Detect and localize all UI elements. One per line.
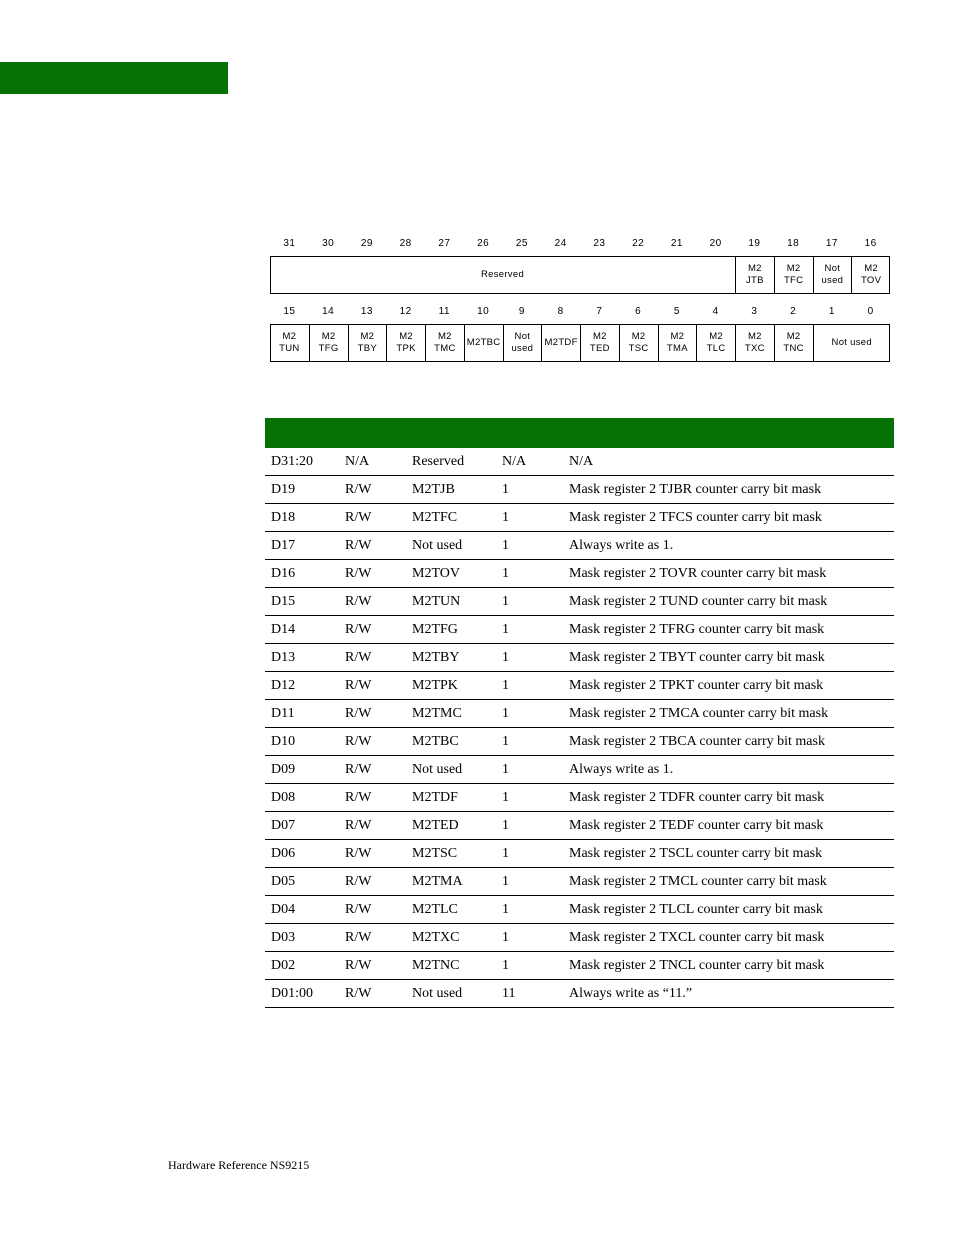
table-cell: D31:20 bbox=[265, 448, 345, 476]
table-cell: D03 bbox=[265, 924, 345, 952]
table-row bbox=[265, 560, 894, 588]
table-row bbox=[265, 448, 894, 476]
table-cell: Mask register 2 TJBR counter carry bit mask bbox=[569, 476, 894, 504]
table-cell: Always write as 1. bbox=[569, 756, 894, 784]
table-cell: R/W bbox=[345, 924, 412, 952]
register-diagram-lower bbox=[270, 306, 890, 362]
table-cell: M2TOV bbox=[412, 560, 502, 588]
table-cell: R/W bbox=[345, 980, 412, 1008]
bit-field-cell: M2 TMA bbox=[658, 325, 697, 361]
table-cell: R/W bbox=[345, 588, 412, 616]
bit-field-cell: M2 JTB bbox=[735, 257, 774, 293]
bit-number: 7 bbox=[596, 306, 603, 317]
bit-number: 20 bbox=[709, 238, 722, 249]
table-row bbox=[265, 644, 894, 672]
table-row bbox=[265, 924, 894, 952]
field-table bbox=[265, 448, 894, 1008]
bit-field-cell: M2 TFC bbox=[774, 257, 813, 293]
bit-field-row bbox=[270, 324, 890, 362]
table-cell: 1 bbox=[502, 868, 569, 896]
table-cell: Not used bbox=[412, 532, 502, 560]
table-cell: R/W bbox=[345, 812, 412, 840]
bit-number: 27 bbox=[438, 238, 451, 249]
register-diagram-upper bbox=[270, 238, 890, 294]
bit-field-row bbox=[270, 256, 890, 294]
table-cell: Mask register 2 TLCL counter carry bit mask bbox=[569, 896, 894, 924]
bit-field-cell: Not used bbox=[813, 257, 852, 293]
table-cell: M2TBC bbox=[412, 728, 502, 756]
bit-number: 25 bbox=[515, 238, 528, 249]
table-cell: M2TLC bbox=[412, 896, 502, 924]
table-cell: R/W bbox=[345, 868, 412, 896]
bit-number: 22 bbox=[632, 238, 645, 249]
table-cell: R/W bbox=[345, 560, 412, 588]
table-cell: R/W bbox=[345, 728, 412, 756]
table-cell: 1 bbox=[502, 700, 569, 728]
bit-number: 10 bbox=[477, 306, 490, 317]
bit-field-cell: M2 TSC bbox=[619, 325, 658, 361]
table-cell: D10 bbox=[265, 728, 345, 756]
bit-number: 13 bbox=[360, 306, 373, 317]
table-cell: 1 bbox=[502, 476, 569, 504]
table-cell: R/W bbox=[345, 672, 412, 700]
table-cell: 1 bbox=[502, 616, 569, 644]
table-cell: 1 bbox=[502, 532, 569, 560]
page-footer: Hardware Reference NS9215 bbox=[168, 1158, 310, 1172]
table-cell: Mask register 2 TSCL counter carry bit mask bbox=[569, 840, 894, 868]
bit-number: 31 bbox=[283, 238, 296, 249]
bit-number: 24 bbox=[554, 238, 567, 249]
table-cell: D13 bbox=[265, 644, 345, 672]
bit-number: 29 bbox=[360, 238, 373, 249]
table-row bbox=[265, 672, 894, 700]
table-cell: Mask register 2 TFRG counter carry bit mask bbox=[569, 616, 894, 644]
table-cell: Mask register 2 TOVR counter carry bit mask bbox=[569, 560, 894, 588]
table-cell: Mask register 2 TMCL counter carry bit mask bbox=[569, 868, 894, 896]
table-cell: Not used bbox=[412, 756, 502, 784]
table-cell: 1 bbox=[502, 924, 569, 952]
table-cell: 1 bbox=[502, 560, 569, 588]
bit-number: 15 bbox=[283, 306, 296, 317]
table-cell: R/W bbox=[345, 532, 412, 560]
table-cell: D02 bbox=[265, 952, 345, 980]
section-tab-bar bbox=[0, 62, 228, 94]
bit-field-cell: M2 TUN bbox=[279, 331, 300, 354]
table-cell: M2TDF bbox=[412, 784, 502, 812]
bit-number: 18 bbox=[787, 238, 800, 249]
bit-number: 9 bbox=[518, 306, 525, 317]
table-cell: D15 bbox=[265, 588, 345, 616]
table-cell: 1 bbox=[502, 728, 569, 756]
table-cell: R/W bbox=[345, 616, 412, 644]
bit-field-cell: M2 TED bbox=[580, 325, 619, 361]
table-cell: Reserved bbox=[412, 448, 502, 476]
bit-number: 14 bbox=[322, 306, 335, 317]
table-cell: M2TNC bbox=[412, 952, 502, 980]
table-cell: M2TED bbox=[412, 812, 502, 840]
bit-field-cell: M2 TFG bbox=[309, 325, 348, 361]
bit-number: 12 bbox=[399, 306, 412, 317]
table-row bbox=[265, 532, 894, 560]
table-row bbox=[265, 868, 894, 896]
table-cell: D18 bbox=[265, 504, 345, 532]
table-cell: D11 bbox=[265, 700, 345, 728]
bit-number: 8 bbox=[557, 306, 564, 317]
bit-number: 19 bbox=[748, 238, 761, 249]
table-cell: Mask register 2 TMCA counter carry bit mask bbox=[569, 700, 894, 728]
table-cell: R/W bbox=[345, 756, 412, 784]
bit-field-cell: M2 TNC bbox=[774, 325, 813, 361]
bit-number-row bbox=[270, 306, 890, 324]
table-cell: D14 bbox=[265, 616, 345, 644]
table-cell: M2TXC bbox=[412, 924, 502, 952]
table-cell: D04 bbox=[265, 896, 345, 924]
table-cell: Mask register 2 TUND counter carry bit mask bbox=[569, 588, 894, 616]
bit-number: 28 bbox=[399, 238, 412, 249]
table-cell: 1 bbox=[502, 504, 569, 532]
bit-number: 6 bbox=[635, 306, 642, 317]
table-cell: D05 bbox=[265, 868, 345, 896]
table-cell: M2TUN bbox=[412, 588, 502, 616]
table-cell: 1 bbox=[502, 672, 569, 700]
table-cell: 1 bbox=[502, 840, 569, 868]
table-row bbox=[265, 840, 894, 868]
bit-field-cell: M2 TPK bbox=[386, 325, 425, 361]
table-cell: 1 bbox=[502, 784, 569, 812]
table-row bbox=[265, 588, 894, 616]
bit-number: 26 bbox=[477, 238, 490, 249]
table-row bbox=[265, 812, 894, 840]
bit-field-cell: M2TBC bbox=[464, 325, 503, 361]
bit-number: 23 bbox=[593, 238, 606, 249]
table-cell: R/W bbox=[345, 840, 412, 868]
bit-number: 2 bbox=[790, 306, 797, 317]
table-row bbox=[265, 728, 894, 756]
table-row bbox=[265, 476, 894, 504]
table-cell: Mask register 2 TBYT counter carry bit mask bbox=[569, 644, 894, 672]
bit-field-cell: Reserved bbox=[480, 269, 525, 280]
table-cell: M2TPK bbox=[412, 672, 502, 700]
table-cell: N/A bbox=[502, 448, 569, 476]
table-cell: D12 bbox=[265, 672, 345, 700]
table-row bbox=[265, 756, 894, 784]
bit-field-cell: M2 TBY bbox=[348, 325, 387, 361]
table-row bbox=[265, 980, 894, 1008]
table-cell: R/W bbox=[345, 504, 412, 532]
bit-number: 0 bbox=[867, 306, 874, 317]
table-cell: D19 bbox=[265, 476, 345, 504]
table-cell: R/W bbox=[345, 784, 412, 812]
bit-field-cell: Not used bbox=[503, 325, 542, 361]
table-header-bar bbox=[265, 418, 894, 448]
table-cell: 1 bbox=[502, 588, 569, 616]
bit-number: 21 bbox=[670, 238, 683, 249]
table-row bbox=[265, 616, 894, 644]
bit-field-cell: M2TDF bbox=[541, 325, 580, 361]
bit-field-cell: M2 TOV bbox=[851, 257, 890, 293]
table-cell: 1 bbox=[502, 644, 569, 672]
table-cell: M2TFC bbox=[412, 504, 502, 532]
table-cell: D17 bbox=[265, 532, 345, 560]
table-cell: M2TSC bbox=[412, 840, 502, 868]
table-cell: M2TMA bbox=[412, 868, 502, 896]
table-cell: Not used bbox=[412, 980, 502, 1008]
table-cell: Mask register 2 TXCL counter carry bit mask bbox=[569, 924, 894, 952]
bit-number-row bbox=[270, 238, 890, 256]
table-cell: D08 bbox=[265, 784, 345, 812]
register-field-table bbox=[265, 418, 894, 1008]
table-cell: M2TFG bbox=[412, 616, 502, 644]
bit-number: 16 bbox=[864, 238, 877, 249]
bit-number: 11 bbox=[438, 306, 451, 317]
bit-number: 17 bbox=[825, 238, 838, 249]
table-row bbox=[265, 504, 894, 532]
table-cell: 1 bbox=[502, 952, 569, 980]
bit-field-cell: M2 TLC bbox=[696, 325, 735, 361]
table-cell: N/A bbox=[569, 448, 894, 476]
table-cell: Mask register 2 TDFR counter carry bit mask bbox=[569, 784, 894, 812]
bit-number: 3 bbox=[751, 306, 758, 317]
table-cell: Always write as “11.” bbox=[569, 980, 894, 1008]
table-cell: R/W bbox=[345, 896, 412, 924]
table-cell: Mask register 2 TFCS counter carry bit mask bbox=[569, 504, 894, 532]
table-row bbox=[265, 896, 894, 924]
table-cell: 11 bbox=[502, 980, 569, 1008]
table-row bbox=[265, 700, 894, 728]
table-cell: 1 bbox=[502, 896, 569, 924]
table-cell: Mask register 2 TNCL counter carry bit mask bbox=[569, 952, 894, 980]
table-cell: 1 bbox=[502, 756, 569, 784]
table-cell: Mask register 2 TBCA counter carry bit mask bbox=[569, 728, 894, 756]
bit-number: 4 bbox=[712, 306, 719, 317]
table-cell: M2TMC bbox=[412, 700, 502, 728]
bit-field-cell: M2 TMC bbox=[425, 325, 464, 361]
table-cell: N/A bbox=[345, 448, 412, 476]
table-cell: 1 bbox=[502, 812, 569, 840]
table-cell: R/W bbox=[345, 700, 412, 728]
table-cell: R/W bbox=[345, 476, 412, 504]
table-cell: R/W bbox=[345, 952, 412, 980]
table-cell: R/W bbox=[345, 644, 412, 672]
bit-field-cell: Not used bbox=[813, 325, 891, 361]
table-cell: Mask register 2 TEDF counter carry bit mask bbox=[569, 812, 894, 840]
bit-field-cell: M2 TXC bbox=[735, 325, 774, 361]
bit-number: 5 bbox=[673, 306, 680, 317]
table-cell: D06 bbox=[265, 840, 345, 868]
table-cell: M2TBY bbox=[412, 644, 502, 672]
bit-number: 30 bbox=[322, 238, 335, 249]
table-row bbox=[265, 784, 894, 812]
table-cell: D01:00 bbox=[265, 980, 345, 1008]
table-row bbox=[265, 952, 894, 980]
table-cell: D16 bbox=[265, 560, 345, 588]
table-cell: Always write as 1. bbox=[569, 532, 894, 560]
table-cell: M2TJB bbox=[412, 476, 502, 504]
bit-number: 1 bbox=[828, 306, 835, 317]
table-cell: D09 bbox=[265, 756, 345, 784]
table-cell: D07 bbox=[265, 812, 345, 840]
table-cell: Mask register 2 TPKT counter carry bit mask bbox=[569, 672, 894, 700]
